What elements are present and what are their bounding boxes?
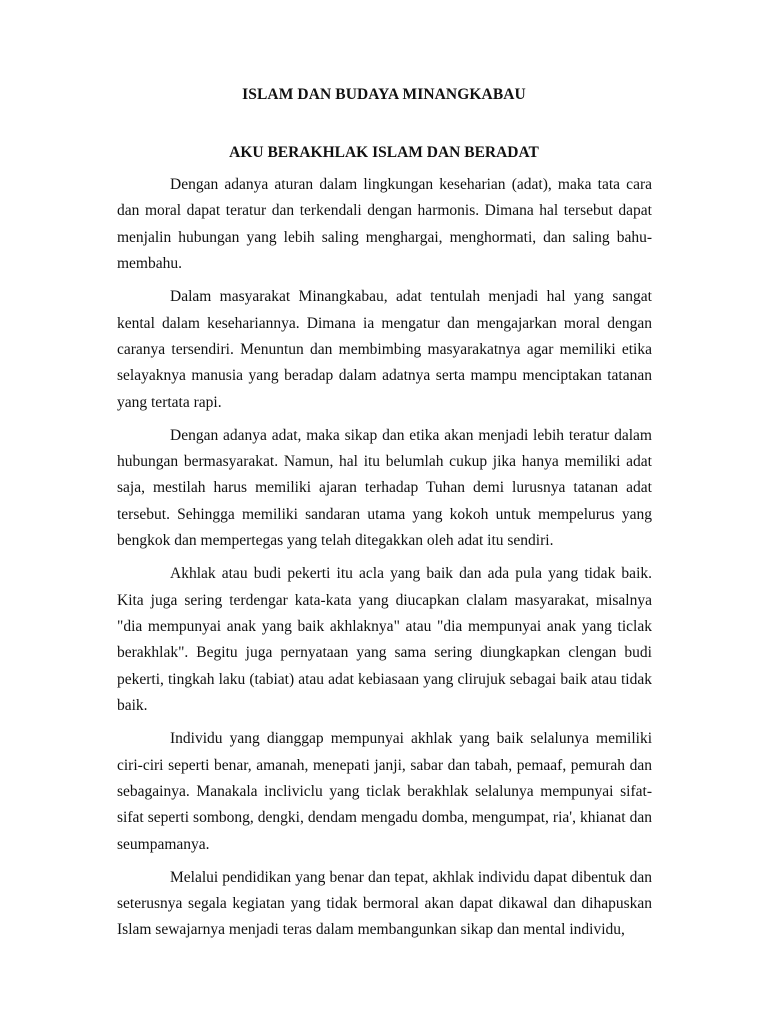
body-text	[117, 172, 652, 950]
paragraph-2: Dalam masyarakat Minangkabau, adat tentulah menjadi hal yang sangat kental dalam kesehariannya. Dimana ia mengatur dan mengajarkan moral dengan caranya tersendiri. Menuntun dan membimbing masyarakatnya agar memiliki etika selayaknya manusia yang beradap dalam adatnya serta mampu menciptakan tatanan yang tertata rapi.	[117, 288, 652, 411]
section-heading: AKU BERAKHLAK ISLAM DAN BERADAT	[229, 144, 539, 161]
paragraph-5: Individu yang dianggap mempunyai akhlak yang baik selalunya memiliki ciri-ciri seperti benar, amanah, menepati janji, sabar dan tabah, pemaaf, pemurah dan sebagainya. Manakala incliviclu yang ticlak berakhlak selalunya mempunyai sifat-sifat seperti sombong, dengki, dendam mengadu domba, mengumpat, ria', khianat dan seumpamanya.	[117, 730, 652, 853]
document-title: ISLAM DAN BUDAYA MINANGKABAU	[242, 86, 526, 103]
paragraph-1: Dengan adanya aturan dalam lingkungan keseharian (adat), maka tata cara dan moral dapat teratur dan terkendali dengan harmonis. Dimana hal tersebut dapat menjalin hubungan yang lebih saling menghargai, menghormati, dan saling bahu-membahu.	[117, 176, 652, 273]
paragraph-6: Melalui pendidikan yang benar dan tepat, akhlak individu dapat dibentuk dan seterusnya segala kegiatan yang tidak bermoral akan dapat dikawal dan dihapuskan Islam sewajarnya menjadi teras dalam membangunkan sikap dan mental individu,	[117, 868, 652, 939]
paragraph-3: Dengan adanya adat, maka sikap dan etika akan menjadi lebih teratur dalam hubungan bermasyarakat. Namun, hal itu belumlah cukup jika hanya memiliki adat saja, mestilah harus memiliki ajaran terhadap Tuhan demi lurusnya tatanan adat tersebut. Sehingga memiliki sandaran utama yang kokoh untuk mempelurus yang bengkok dan mempertegas yang telah ditegakkan oleh adat itu sendiri.	[117, 426, 652, 550]
paragraph-4: Akhlak atau budi pekerti itu acla yang baik dan ada pula yang tidak baik. Kita juga sering terdengar kata-kata yang diucapkan clalam masyarakat, misalnya "dia mempunyai anak yang baik akhlaknya" atau "dia mempunyai anak yang ticlak berakhlak". Begitu juga pernyataan yang sama sering diungkapkan clengan budi pekerti, tingkah laku (tabiat) atau adat kebiasaan yang clirujuk sebagai baik atau tidak baik.	[117, 565, 652, 715]
